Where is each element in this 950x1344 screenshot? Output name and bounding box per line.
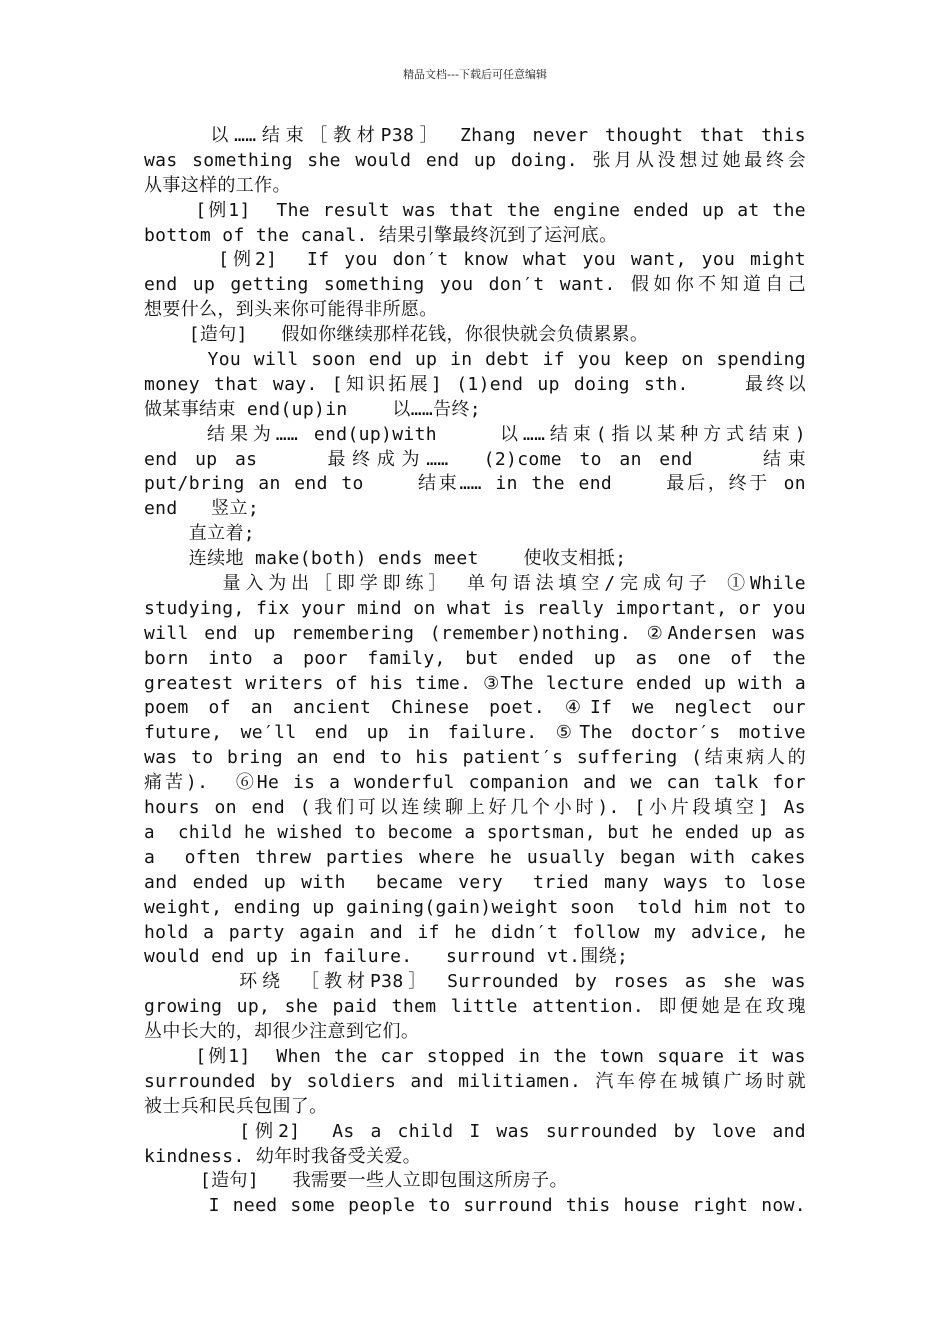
text-line: 被士兵和民兵包围了。 xyxy=(144,1095,328,1117)
text-line: will end up remembering (remember)nothing. ②Andersen was xyxy=(144,622,806,644)
text-line: 量入为出［即学即练］ 单句语法填空/完成句子 ①While xyxy=(144,573,806,595)
text-line: poem of an ancient Chinese poet. ④If we neglect our xyxy=(144,697,806,719)
text-line: was to bring an end to his patient′s suffering (结束病人的 xyxy=(144,747,806,769)
text-line: future, we′ll end up in failure. ⑤The doctor′s motive xyxy=(144,722,806,744)
text-line: end 竖立; xyxy=(144,498,260,520)
text-line: [例1] When the car stopped in the town square it was xyxy=(144,1045,806,1067)
text-line: bottom of the canal. 结果引擎最终沉到了运河底。 xyxy=(144,224,618,246)
text-line: growing up, she paid them little attention. 即便她是在玫瑰 xyxy=(144,996,806,1018)
text-line: 以……结束［教材P38］ Zhang never thought that this xyxy=(144,125,806,146)
text-line: 痛苦). ⑥He is a wonderful companion and we can talk for xyxy=(144,772,806,794)
text-line: 做某事结束 end(up)in 以……告终; xyxy=(144,398,481,420)
text-line: 想要什么，到头来你可能得非所愿。 xyxy=(144,299,438,321)
text-line: end up as 最终成为…… (2)come to an end 结束 xyxy=(144,448,806,470)
text-line: would end up in failure. surround vt.围绕; xyxy=(144,946,629,968)
text-line: 环绕 ［教材P38］ Surrounded by roses as she was xyxy=(144,971,806,993)
text-line: [例1] The result was that the engine ended up at the xyxy=(144,199,806,221)
text-line: was something she would end up doing. 张月从没想过她最终会 xyxy=(144,149,806,171)
text-line: You will soon end up in debt if you keep on spending xyxy=(144,349,806,371)
text-line: [例2] As a child I was surrounded by love and xyxy=(144,1120,806,1142)
text-line: 直立着; xyxy=(144,523,255,545)
text-line: greatest writers of his time. ③The lecture ended up with a xyxy=(144,672,806,694)
text-line: hours on end (我们可以连续聊上好几个小时). [小片段填空] As xyxy=(144,797,806,819)
text-line: 结果为…… end(up)with 以……结束(指以某种方式结束) xyxy=(144,423,806,445)
text-line: put/bring an end to 结束…… in the end 最后，终于 on xyxy=(144,473,806,495)
text-line: and ended up with became very tried many ways to lose xyxy=(144,871,806,893)
text-line: a often threw parties where he usually began with cakes xyxy=(144,846,806,868)
text-line: born into a poor family, but ended up as one of the xyxy=(144,647,806,669)
text-line: 连续地 make(both) ends meet 使收支相抵; xyxy=(144,548,627,570)
text-line: a child he wished to become a sportsman, but he ended up as xyxy=(144,822,806,843)
page-header: 精品文档---下载后可任意编辑 xyxy=(403,68,547,81)
text-line: studying, fix your mind on what is really important, or you xyxy=(144,597,806,619)
text-line: weight, ending up gaining(gain)weight soon told him not to xyxy=(144,896,806,918)
text-line: kindness. 幼年时我备受关爱。 xyxy=(144,1145,422,1167)
text-line: 从事这样的工作。 xyxy=(144,174,291,196)
text-line: [例2] If you don′t know what you want, you might xyxy=(144,249,806,271)
text-line: surrounded by soldiers and militiamen. 汽车停在城镇广场时就 xyxy=(144,1070,806,1092)
text-line: I need some people to surround this house right now. xyxy=(144,1195,806,1217)
text-line: money that way. [知识拓展] (1)end up doing sth. 最终以 xyxy=(144,373,806,395)
text-line: hold a party again and if he didn′t follow my advice, he xyxy=(144,921,806,943)
text-line: [造句] 我需要一些人立即包围这所房子。 xyxy=(144,1170,568,1192)
text-line: end up getting something you don′t want. 假如你不知道自己 xyxy=(144,274,806,296)
text-line: 丛中长大的，却很少注意到它们。 xyxy=(144,1021,420,1043)
text-line: [造句] 假如你继续那样花钱，你很快就会负债累累。 xyxy=(144,324,649,346)
document-body xyxy=(144,124,806,1219)
